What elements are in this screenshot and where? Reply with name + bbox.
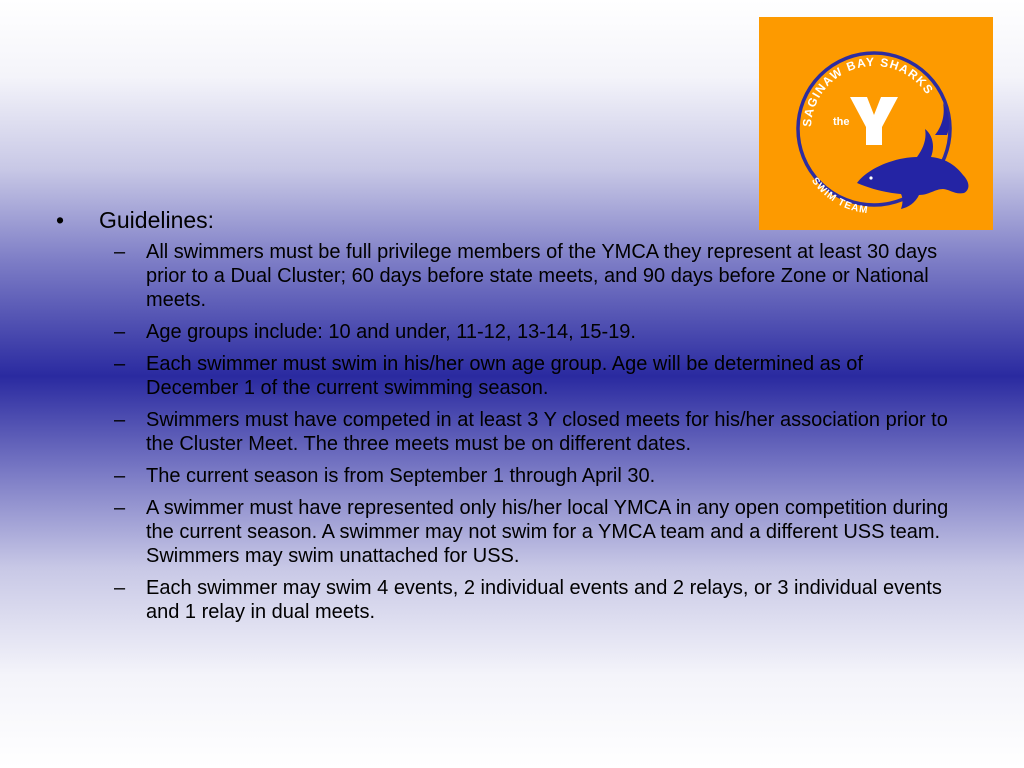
list-item-text: A swimmer must have represented only his/her local YMCA in any open competition during the current season. A swimmer may not swim for a YMCA team and a different USS team. Swimmers may swim unattached for USS. <box>146 497 949 567</box>
dash-icon: – <box>114 353 126 375</box>
list-item-text: Swimmers must have competed in at least 3 Y closed meets for his/her association prior to the Cluster Meet. The three meets must be on different dates. <box>146 409 948 455</box>
guidelines-list <box>56 240 976 624</box>
dash-icon: – <box>114 321 126 343</box>
list-item <box>114 240 976 312</box>
list-item-text: The current season is from September 1 through April 30. <box>146 465 656 487</box>
list-item <box>114 408 976 456</box>
dash-icon: – <box>114 497 126 519</box>
logo-the-text: the <box>833 116 850 128</box>
list-item-text: Age groups include: 10 and under, 11-12, 13-14, 15-19. <box>146 321 636 343</box>
list-item <box>114 464 976 488</box>
logo-top-arc-text: SAGINAW BAY SHARKS <box>799 54 937 128</box>
list-item-text: Each swimmer must swim in his/her own age group. Age will be determined as of December 1 of the current swimming season. <box>146 353 863 399</box>
dash-icon: – <box>114 577 126 599</box>
y-mark-icon <box>850 97 898 145</box>
list-item <box>114 320 976 344</box>
bullet-icon: • <box>56 207 65 233</box>
list-item <box>114 496 976 568</box>
logo-graphic <box>759 17 993 230</box>
guidelines-heading: Guidelines: <box>99 207 215 233</box>
shark-eye-icon <box>869 176 872 179</box>
logo-ymca-text: YMCA <box>885 122 894 136</box>
saginaw-bay-sharks-logo <box>759 17 993 230</box>
dash-icon: – <box>114 465 126 487</box>
list-item <box>114 352 976 400</box>
guidelines-bullet <box>56 206 976 234</box>
dash-icon: – <box>114 241 126 263</box>
list-item <box>114 576 976 624</box>
logo-bottom-arc-text: SWIM TEAM <box>809 175 870 217</box>
list-item-text: Each swimmer may swim 4 events, 2 individual events and 2 relays, or 3 individual events and 1 relay in dual meets. <box>146 577 942 623</box>
dash-icon: – <box>114 409 126 431</box>
list-item-text: All swimmers must be full privilege members of the YMCA they represent at least 30 days prior to a Dual Cluster; 60 days before state meets, and 90 days before Zone or National meets. <box>146 241 938 311</box>
guidelines-content <box>56 206 976 632</box>
